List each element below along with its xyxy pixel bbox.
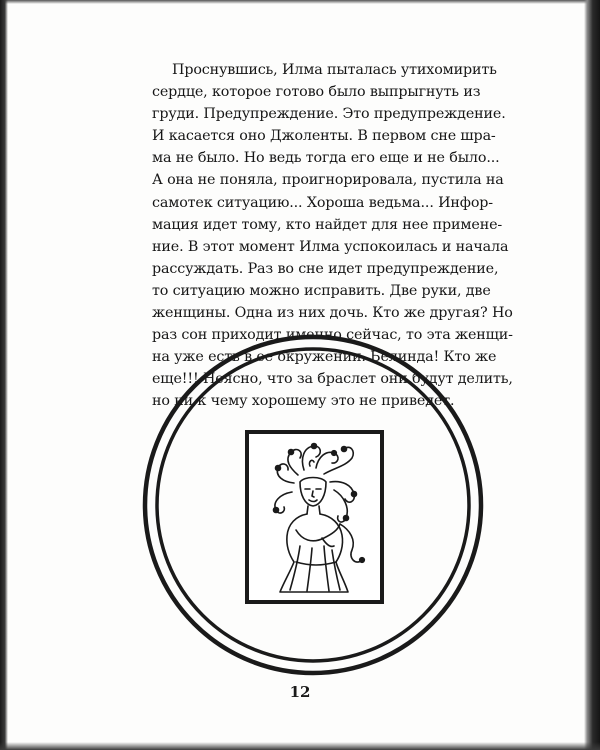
text-line: то ситуацию можно исправить. Две руки, две (152, 282, 491, 299)
text-line: еще!!! Неясно, что за браслет они будут делить, (152, 371, 513, 388)
text-line: мация идет тому, кто найдет для нее примене- (152, 216, 503, 233)
square-frame (247, 432, 382, 602)
text-line: груди. Предупреждение. Это предупреждение. (152, 106, 506, 123)
text-line: сердце, которое готово было выпрыгнуть из (152, 84, 481, 101)
text-line: ма не было. Но ведь тогда его еще и не было... (152, 150, 500, 167)
text-line: рассуждать. Раз во сне идет предупреждение, (152, 260, 499, 277)
text-line: женщины. Одна из них дочь. Кто же другая? Но (152, 305, 513, 322)
text-line: раз сон приходит именно сейчас, то эта женщи- (152, 327, 513, 344)
text-line: ние. В этот момент Илма успокоилась и начала (152, 238, 509, 255)
text-line: самотек ситуацию... Хороша ведьма... Инфор- (152, 194, 493, 211)
text-line: А она не поняла, проигнорировала, пустила на (152, 172, 504, 189)
text-line: И касается оно Джоленты. В первом сне шра- (152, 128, 496, 145)
text-line: на уже есть в ее окружении. Белинда! Кто же (152, 349, 497, 366)
text-line: Проснувшись, Илма пыталась утихомирить (172, 62, 497, 78)
page-number: 12 (289, 683, 311, 701)
text-line: но ни к чему хорошему это не приведет. (152, 393, 455, 410)
